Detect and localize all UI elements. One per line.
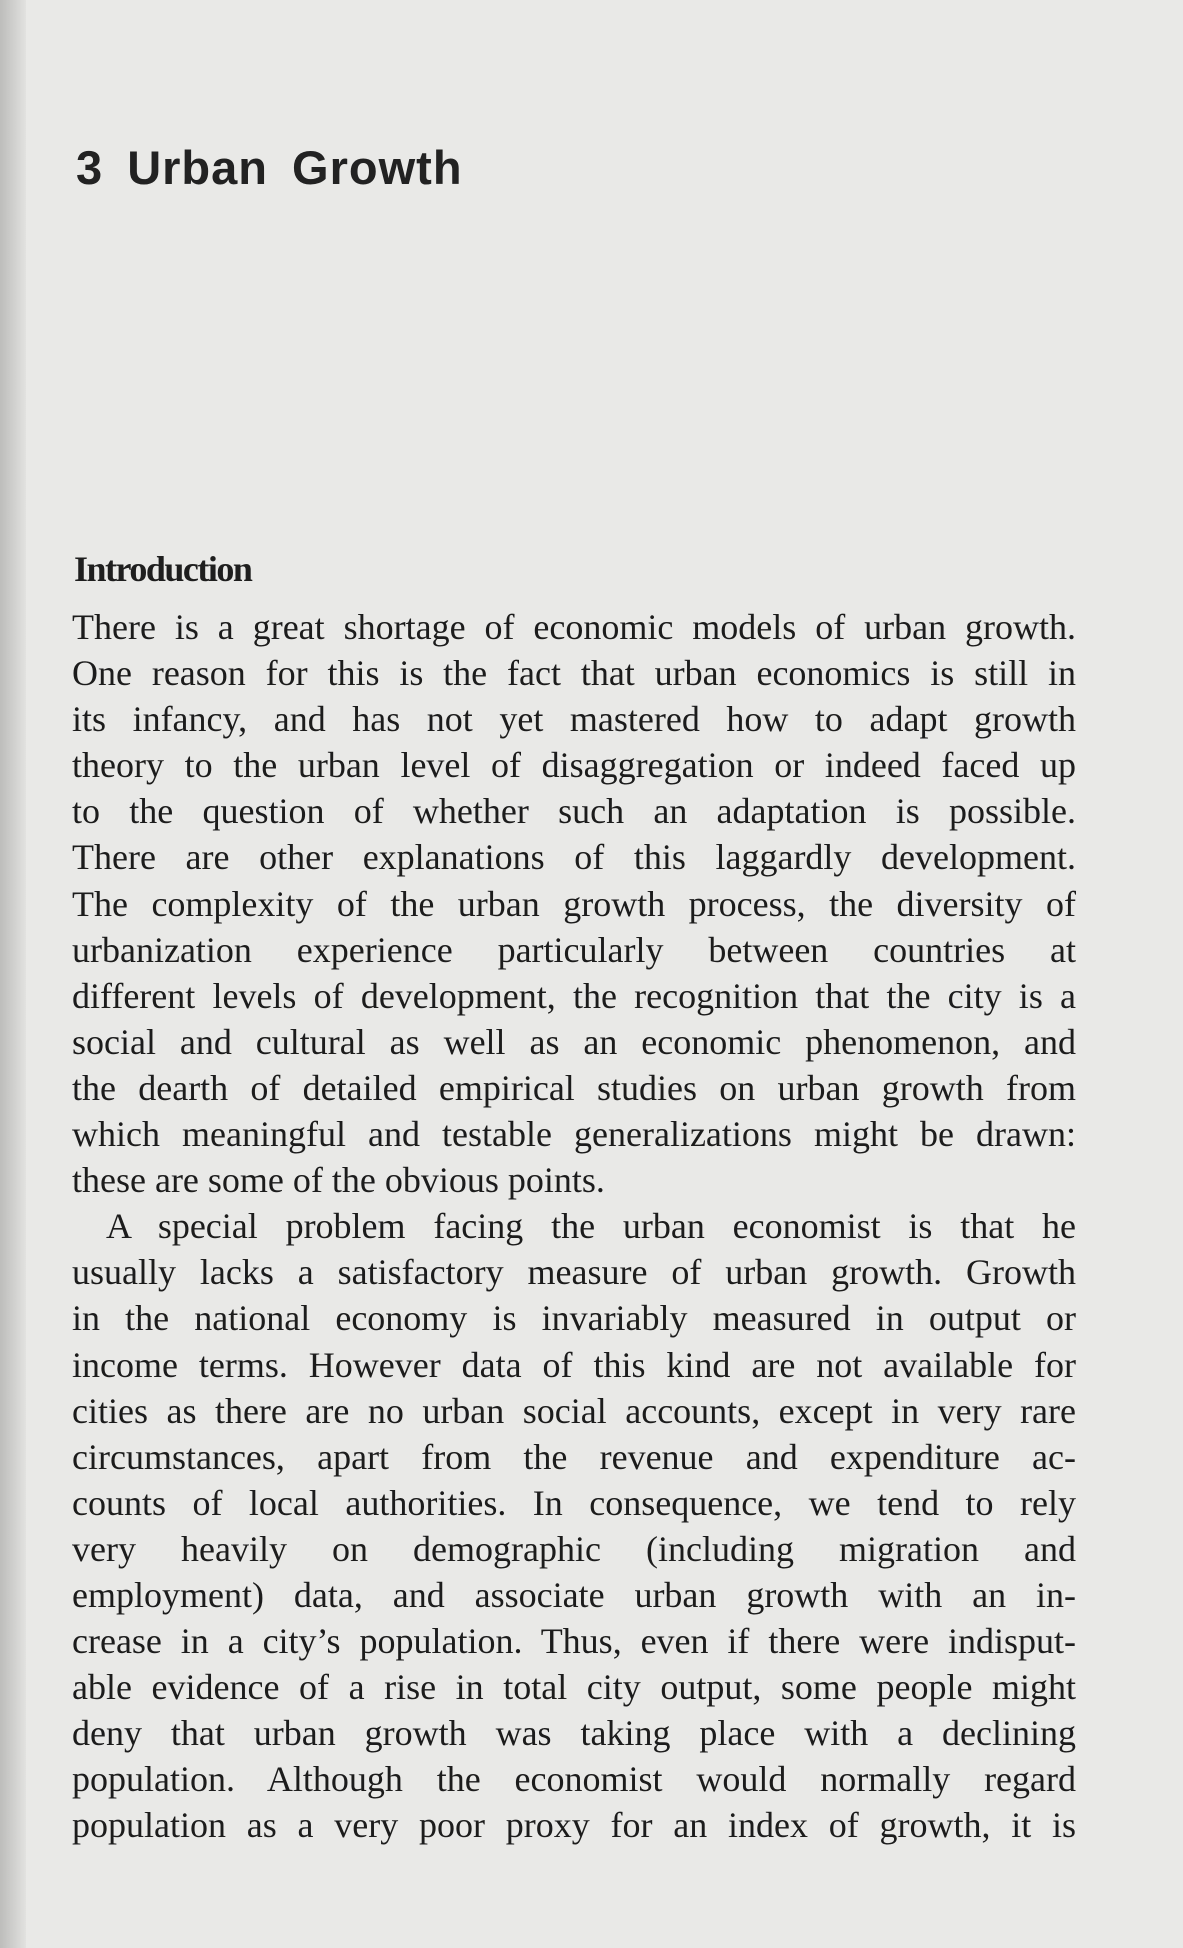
chapter-title: 3 Urban Growth — [76, 141, 463, 194]
text-line: these are some of the obvious points. — [72, 1160, 605, 1201]
text-line: One reason for this is the fact that urban economics is still in — [72, 653, 1076, 694]
text-line: deny that urban growth was taking place with a declining — [72, 1713, 1076, 1754]
text-line: counts of local authorities. In consequence, we tend to rely — [72, 1482, 1076, 1523]
text-line: different levels of development, the recognition that the city is a — [72, 975, 1076, 1016]
text-line: There are other explanations of this laggardly development. — [72, 837, 1076, 878]
text-line: population. Although the economist would normally regard — [72, 1759, 1076, 1800]
text-line: circumstances, apart from the revenue and expenditure ac- — [72, 1436, 1076, 1477]
text-line: able evidence of a rise in total city output, some people might — [72, 1667, 1076, 1708]
text-line: The complexity of the urban growth process, the diversity of — [72, 883, 1076, 924]
text-line: very heavily on demographic (including migration and — [72, 1528, 1076, 1569]
text-line: which meaningful and testable generalizations might be drawn: — [72, 1114, 1076, 1155]
text-line: to the question of whether such an adaptation is possible. — [72, 791, 1076, 832]
text-line: crease in a city’s population. Thus, even if there were indisput- — [72, 1621, 1076, 1662]
text-line: population as a very poor proxy for an index of growth, it is — [72, 1805, 1076, 1846]
text-line: income terms. However data of this kind are not available for — [72, 1344, 1076, 1385]
text-line: cities as there are no urban social accounts, except in very rare — [72, 1390, 1076, 1431]
text-line: There is a great shortage of economic models of urban growth. — [72, 607, 1076, 647]
section-heading: Introduction — [74, 549, 252, 589]
text-line: in the national economy is invariably measured in output or — [72, 1298, 1076, 1339]
text-line: social and cultural as well as an economic phenomenon, and — [72, 1021, 1076, 1062]
text-line: urbanization experience particularly between countries at — [72, 929, 1076, 970]
text-line: its infancy, and has not yet mastered how to adapt growth — [72, 699, 1076, 740]
book-binding-shadow — [0, 0, 26, 1948]
body-text — [72, 604, 1076, 1849]
text-line: A special problem facing the urban economist is that he — [106, 1206, 1076, 1247]
text-line: the dearth of detailed empirical studies on urban growth from — [72, 1067, 1076, 1108]
text-line: usually lacks a satisfactory measure of urban growth. Growth — [72, 1252, 1076, 1293]
text-line: theory to the urban level of disaggregation or indeed faced up — [72, 745, 1076, 786]
text-line: employment) data, and associate urban growth with an in- — [72, 1574, 1076, 1615]
